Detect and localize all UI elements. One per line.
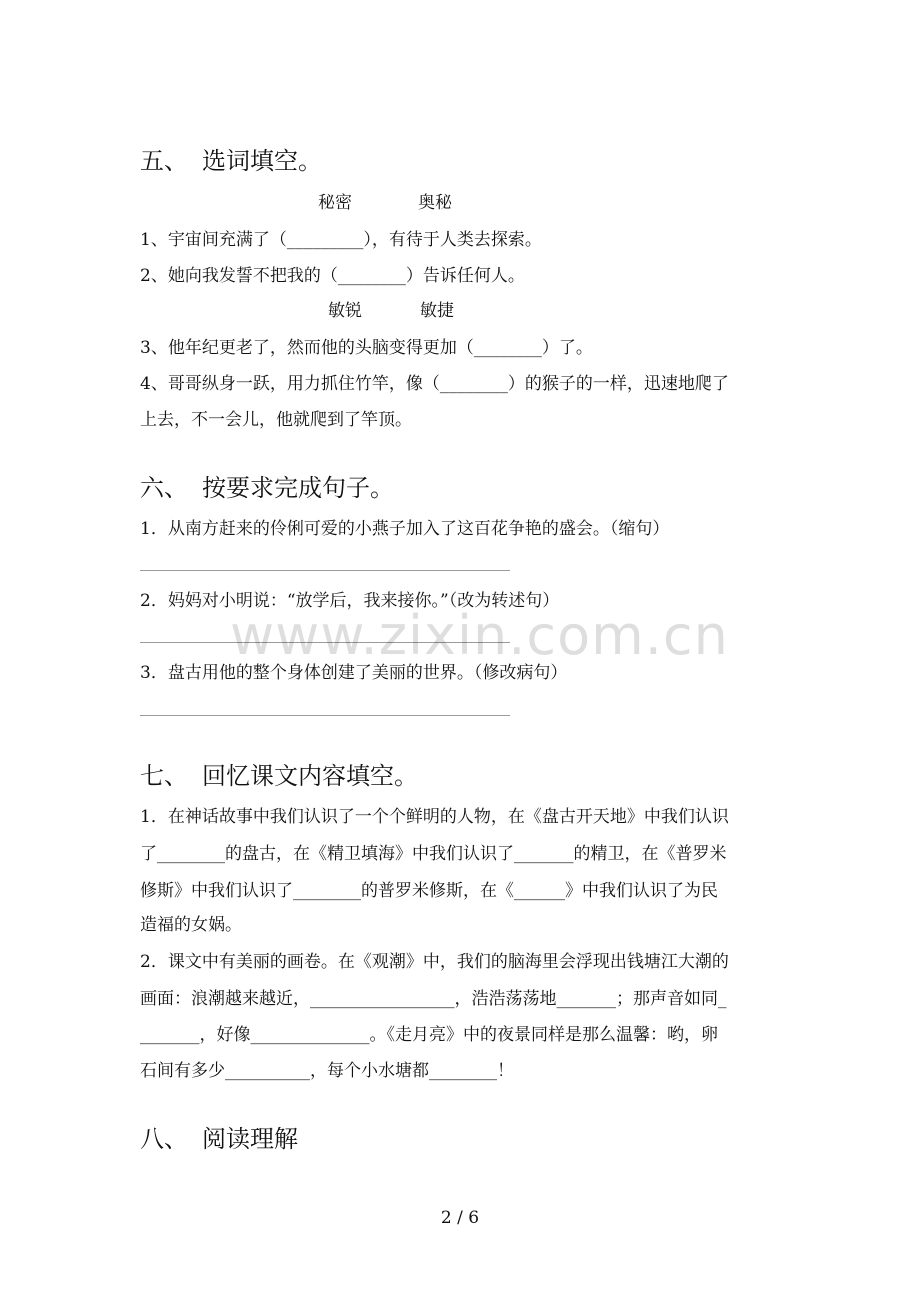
question-line: 2、她向我发誓不把我的（________）告诉任何人。 <box>140 266 525 286</box>
paragraph-line: 1．在神话故事中我们认识了一个个鲜明的人物，在《盘古开天地》中我们认识 <box>140 807 729 827</box>
task-item: 3．盘古用他的整个身体创建了美丽的世界。（修改病句） <box>140 663 568 683</box>
task-item: 2．妈妈对小明说：“放学后，我来接你。”（改为转述句） <box>140 591 560 611</box>
word-choice: 敏锐 <box>328 301 362 321</box>
paragraph-line: 造福的女娲。 <box>140 915 242 935</box>
section-6-heading <box>140 473 394 503</box>
answer-line[interactable] <box>140 570 510 571</box>
paragraph-line: 修斯》中我们认识了________的普罗米修斯，在《______》中我们认识了为民 <box>140 881 718 901</box>
question-line: 3、他年纪更老了，然而他的头脑变得更加（________）了。 <box>140 338 593 358</box>
section-7-heading <box>140 761 418 791</box>
section-8-number: 八、 <box>140 1125 188 1153</box>
word-choice: 秘密 <box>318 193 352 213</box>
paragraph-line: _______，好像______________。《走月亮》中的夜景同样是那么温馨：哟，卵 <box>140 1025 718 1045</box>
section-7-number: 七、 <box>140 762 188 790</box>
section-7-title: 回忆课文内容填空。 <box>202 762 418 790</box>
section-5-heading <box>140 146 322 176</box>
task-item: 1．从南方赶来的伶俐可爱的小燕子加入了这百花争艳的盛会。（缩句） <box>140 519 670 539</box>
section-6-title: 按要求完成句子。 <box>202 474 394 502</box>
section-5-title: 选词填空。 <box>202 147 322 175</box>
paragraph-line: 2．课文中有美丽的画卷。在《观潮》中，我们的脑海里会浮现出钱塘江大潮的 <box>140 952 729 972</box>
word-choice: 奥秘 <box>418 193 452 213</box>
question-line: 4、哥哥纵身一跃，用力抓住竹竿，像（________）的猴子的一样，迅速地爬了 <box>140 374 729 394</box>
section-8-heading <box>140 1124 298 1154</box>
question-line: 1、宇宙间充满了（_________），有待于人类去探索。 <box>140 230 542 250</box>
word-choices-a <box>318 191 452 215</box>
word-choices-b <box>328 299 454 323</box>
word-choice: 敏捷 <box>420 301 454 321</box>
section-8-title: 阅读理解 <box>202 1125 298 1153</box>
paragraph-line: 画面：浪潮越来越近，_________________，浩浩荡荡地_______；那声音如同_ <box>140 989 727 1009</box>
section-5-number: 五、 <box>140 147 188 175</box>
paragraph-line: 石间有多少__________，每个小水塘都________！ <box>140 1061 514 1081</box>
answer-line[interactable] <box>140 715 510 716</box>
page-number: 2 / 6 <box>440 1208 480 1228</box>
question-line: 上去，不一会儿，他就爬到了竿顶。 <box>140 410 412 430</box>
watermark: www.zixin.com.cn <box>230 604 729 667</box>
paragraph-line: 了________的盘古，在《精卫填海》中我们认识了_______的精卫，在《普罗米 <box>140 844 727 864</box>
section-6-number: 六、 <box>140 474 188 502</box>
